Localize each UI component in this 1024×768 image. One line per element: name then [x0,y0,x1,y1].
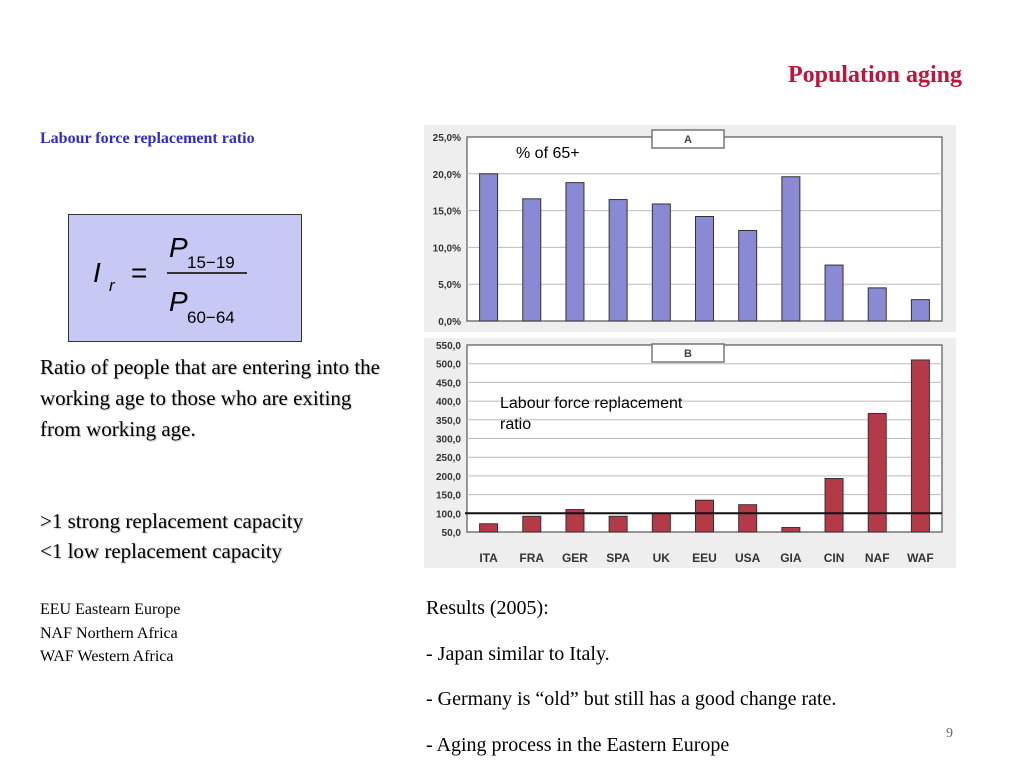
formula-lhs: I [93,257,101,288]
bar-waf [911,300,929,321]
x-tick-label: FRA [519,551,545,565]
bar-ita [480,174,498,321]
formula-equals: = [131,257,148,288]
capacity-low: <1 low replacement capacity [40,539,283,563]
y-tick-label: 15,0% [432,206,461,218]
page-number: 9 [946,726,953,741]
capacity-strong: >1 strong replacement capacity [40,509,304,533]
bar-waf [911,360,929,532]
chart-b-frame [424,338,956,568]
result-item: - Germany is “old” but still has a good change rate. [426,688,837,710]
capacity-legend [40,506,385,566]
bar-uk [652,513,670,532]
formula-numerator: P [169,232,188,263]
y-tick-label: 550,0 [435,341,461,352]
bar-usa [739,505,757,532]
chart-annotation: % of 65+ [516,145,580,162]
bar-ita [480,524,498,532]
bar-gia [782,177,800,321]
bar-uk [652,204,670,321]
chart-b [424,338,956,568]
formula-denominator: P [169,286,188,317]
y-tick-label: 350,0 [435,415,461,427]
bar-eeu [696,500,714,532]
bar-usa [739,230,757,321]
bar-fra [523,199,541,321]
results-heading: Results (2005): [426,597,549,619]
bar-ger [566,183,584,321]
x-tick-label: UK [652,551,670,565]
y-tick-label: 500,0 [435,359,461,371]
formula-box [68,214,302,342]
y-tick-label: 450,0 [435,378,461,390]
results-list [426,586,986,768]
panel-label-a: A [684,134,692,146]
y-tick-label: 50,0 [441,528,461,539]
y-tick-label: 20,0% [432,169,461,181]
formula-denominator-sub: 60−64 [187,308,235,327]
bar-spa [609,200,627,321]
y-tick-label: 200,0 [435,471,461,483]
bar-cin [825,265,843,321]
panel-label-b: B [684,348,692,360]
bar-gia [782,528,800,532]
x-tick-label: GIA [780,551,802,565]
y-tick-label: 400,0 [435,397,461,409]
slide-title: Population aging [787,62,962,88]
result-item: - Japan similar to Italy. [426,642,610,665]
abbreviation-list [40,598,340,669]
x-tick-label: CIN [823,551,845,565]
chart-a-frame [424,125,956,332]
y-tick-label: 150,0 [435,490,461,502]
y-tick-label: 300,0 [435,434,461,446]
slide-subtitle: Labour force replacement ratio [40,130,255,147]
chart-annotation: Labour force replacement [500,395,683,412]
x-tick-label: GER [561,551,588,565]
result-item: - Aging process in the Eastern Europe [426,733,730,756]
y-tick-label: 10,0% [432,243,461,255]
abbrev-naf: NAF Northern Africa [40,624,178,642]
y-tick-label: 5,0% [438,280,461,292]
abbrev-eeu: EEU Eastearn Europe [40,601,181,618]
bar-eeu [696,216,714,321]
y-tick-label: 250,0 [435,453,461,465]
y-tick-label: 25,0% [432,133,461,144]
formula [69,215,303,343]
x-tick-label: WAF [907,551,934,565]
ratio-description: Ratio of people that are entering into the working age to those who are exiting from working age. [40,355,380,441]
y-tick-label: 100,0 [435,509,461,521]
bar-cin [825,479,843,532]
formula-numerator-sub: 15−19 [187,253,235,272]
abbrev-waf: WAF Western Africa [40,648,174,665]
x-tick-label: SPA [606,551,631,565]
bar-spa [609,516,627,532]
chart-a [424,125,956,332]
chart-annotation: ratio [500,416,532,433]
x-tick-label: EEU [692,551,717,565]
y-tick-label: 0,0% [438,317,461,328]
bar-naf [868,288,886,321]
formula-lhs-sub: r [109,276,115,295]
x-tick-label: NAF [864,551,890,565]
x-tick-label: ITA [479,551,498,565]
x-tick-label: USA [735,551,761,565]
bar-fra [523,516,541,532]
